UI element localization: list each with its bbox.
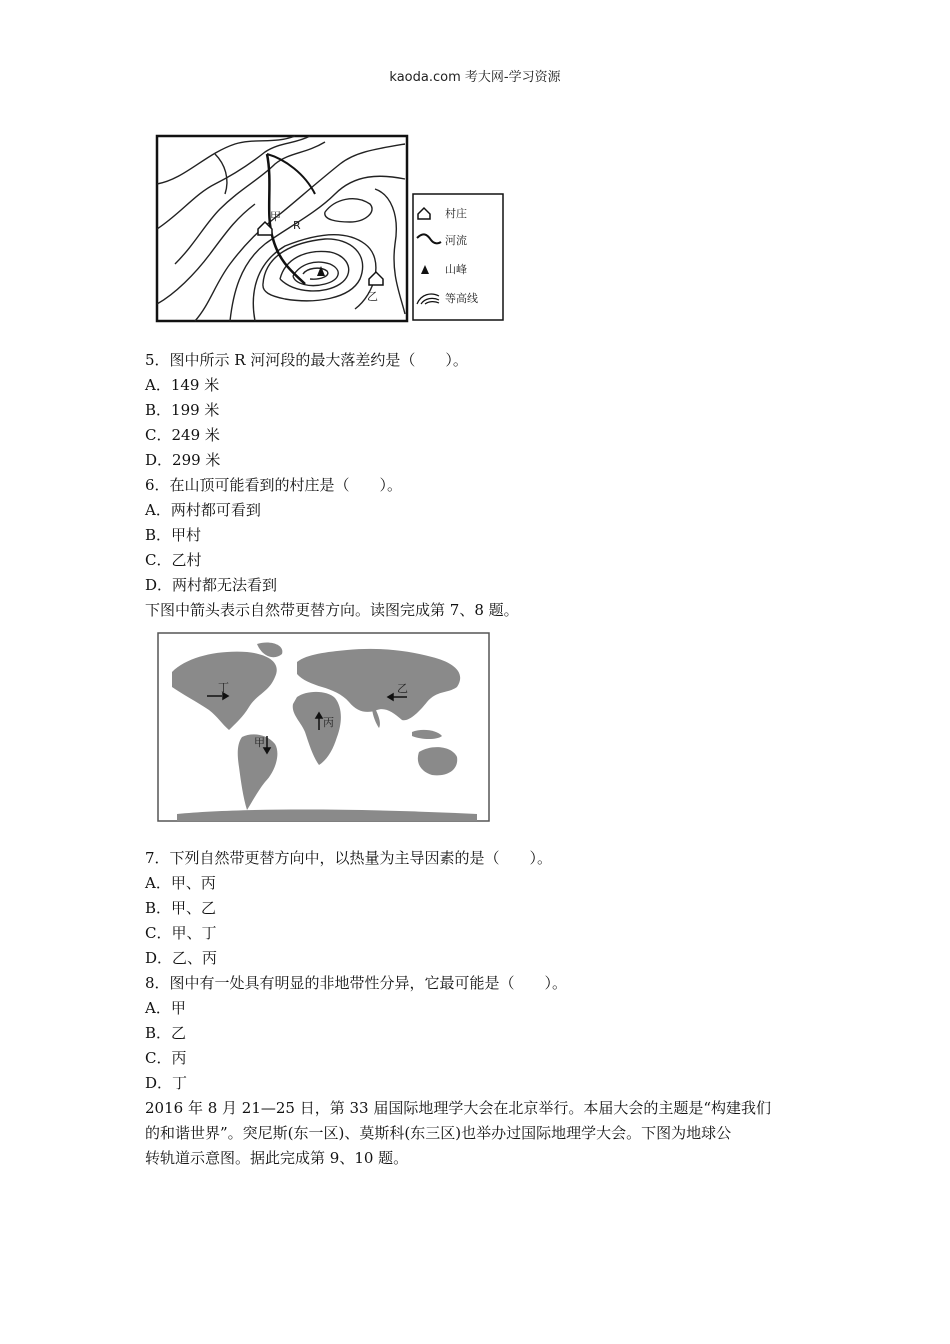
q5-option-b: B．199 米: [145, 401, 220, 419]
q5-option-c: C．249 米: [145, 426, 220, 444]
world-map-svg: [157, 632, 490, 822]
legend-label-contour: 等高线: [445, 292, 478, 305]
q6-option-c: C．乙村: [145, 551, 202, 569]
q7-option-d: D．乙、丙: [145, 949, 218, 967]
contour-map-figure: [155, 134, 505, 324]
map-label-bing: 丙: [323, 716, 334, 729]
q6-stem: 6．在山顶可能看到的村庄是（ ）。: [145, 476, 403, 494]
intro-q9-q10-line3: 转轨道示意图。据此完成第 9、10 题。: [145, 1149, 409, 1167]
label-jia: 甲: [270, 210, 281, 223]
q5-stem: 5．图中所示 R 河河段的最大落差约是（ ）。: [145, 351, 468, 369]
map-label-yi: 乙: [397, 682, 408, 695]
map-label-jia: 甲: [254, 736, 265, 749]
q5-option-a: A．149 米: [145, 376, 220, 394]
legend-label-river: 河流: [445, 234, 467, 247]
q7-option-a: A．甲、丙: [145, 874, 216, 892]
world-map-figure: [157, 632, 490, 822]
questions-7-8: [145, 846, 815, 1171]
q8-option-c: C．丙: [145, 1049, 187, 1067]
q7-option-c: C．甲、丁: [145, 924, 217, 942]
intro-q7-q8: 下图中箭头表示自然带更替方向。读图完成第 7、8 题。: [145, 601, 519, 619]
intro-q9-q10-line1: 2016 年 8 月 21—25 日，第 33 届国际地理学大会在北京举行。本届大会的主题是“构建我们: [145, 1099, 772, 1117]
q8-option-a: A．甲: [145, 999, 186, 1017]
q7-option-b: B．甲、乙: [145, 899, 217, 917]
q6-option-b: B．甲村: [145, 526, 202, 544]
q8-option-d: D．丁: [145, 1074, 188, 1092]
q8-option-b: B．乙: [145, 1024, 187, 1042]
q6-option-d: D．两村都无法看到: [145, 576, 278, 594]
contour-map-svg: [155, 134, 505, 324]
map-label-ding: 丁: [218, 681, 229, 694]
legend-label-village: 村庄: [445, 207, 467, 220]
q6-option-a: A．两村都可看到: [145, 501, 261, 519]
legend-label-peak: 山峰: [445, 263, 467, 276]
q7-stem: 7．下列自然带更替方向中，以热量为主导因素的是（ ）。: [145, 849, 553, 867]
label-r: R: [293, 219, 301, 232]
q8-stem: 8．图中有一处具有明显的非地带性分异，它最可能是（ ）。: [145, 974, 568, 992]
intro-q9-q10-line2: 的和谐世界”。突尼斯(东一区)、莫斯科(东三区)也举办过国际地理学大会。下图为地球公: [145, 1124, 732, 1142]
page-header: kaoda.com 考大网-学习资源: [389, 70, 561, 85]
questions-5-6: [145, 348, 815, 623]
label-yi: 乙: [367, 290, 378, 303]
q5-option-d: D．299 米: [145, 451, 221, 469]
